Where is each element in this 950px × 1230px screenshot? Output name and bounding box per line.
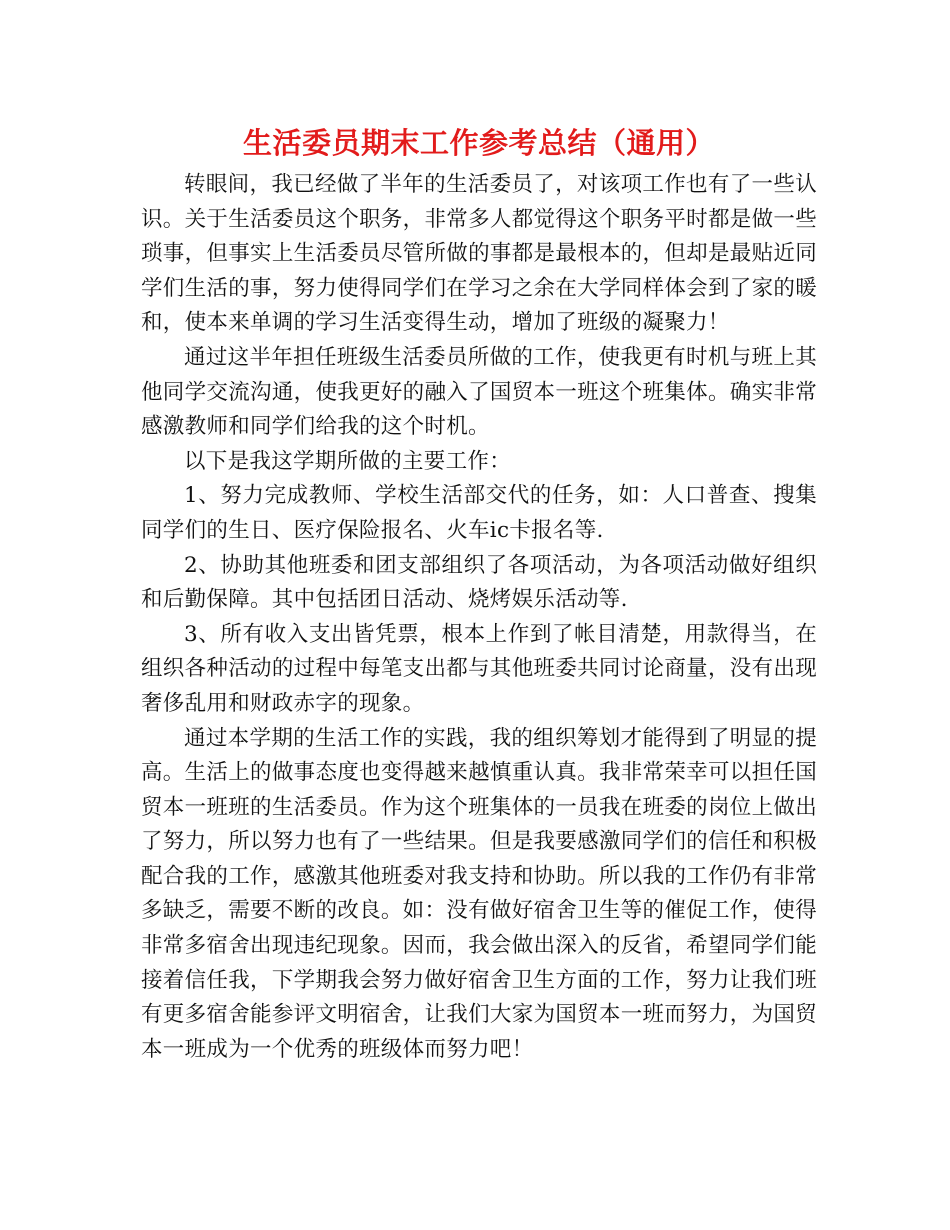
paragraph-experience: 通过这半年担任班级生活委员所做的工作，使我更有时机与班上其他同学交流沟通，使我更好的融入了国贸本一班这个班集体。确实非常感激教师和同学们给我的这个时机。 [141, 344, 817, 440]
paragraph-work-heading: 以下是我这学期所做的主要工作： [184, 448, 512, 474]
document-title: 生活委员期末工作参考总结（通用） [242, 126, 715, 160]
paragraph-intro: 转眼间，我已经做了半年的生活委员了，对该项工作也有了一些认识。关于生活委员这个职务，非常多人都觉得这个职务平时都是做一些琐事，但事实上生活委员尽管所做的事都是最根本的，但却是最贴近同学们生活的事，努力使得同学们在学习之余在大学同样体会到了家的暖和，使本来单调的学习生活变得生动，增加了班级的凝聚力！ [141, 172, 817, 336]
document-page [141, 122, 817, 1067]
paragraph-conclusion: 通过本学期的生活工作的实践，我的组织筹划才能得到了明显的提高。生活上的做事态度也变得越来越慎重认真。我非常荣幸可以担任国贸本一班班的生活委员。作为这个班集体的一员我在班委的岗位上做出了努力，所以努力也有了一些结果。但是我要感激同学们的信任和积极配合我的工作，感激其他班委对我支持和协助。所以我的工作仍有非常多缺乏，需要不断的改良。如：没有做好宿舍卫生等的催促工作，使得非常多宿舍出现违纪现象。因而，我会做出深入的反省，希望同学们能接着信任我，下学期我会努力做好宿舍卫生方面的工作，努力让我们班有更多宿舍能参评文明宿舍，让我们大家为国贸本一班而努力，为国贸本一班成为一个优秀的班级体而努力吧！ [141, 725, 817, 1062]
paragraph-work-item-1: 1、努力完成教师、学校生活部交代的任务，如：人口普查、搜集同学们的生日、医疗保险报名、火车ic卡报名等. [141, 483, 817, 543]
paragraph-work-item-3: 3、所有收入支出皆凭票，根本上作到了帐目清楚，用款得当，在组织各种活动的过程中每笔支出都与其他班委共同讨论商量，没有出现奢侈乱用和财政赤字的现象。 [141, 621, 817, 716]
paragraph-work-item-2: 2、协助其他班委和团支部组织了各项活动，为各项活动做好组织和后勤保障。其中包括团日活动、烧烤娱乐活动等. [141, 552, 817, 613]
